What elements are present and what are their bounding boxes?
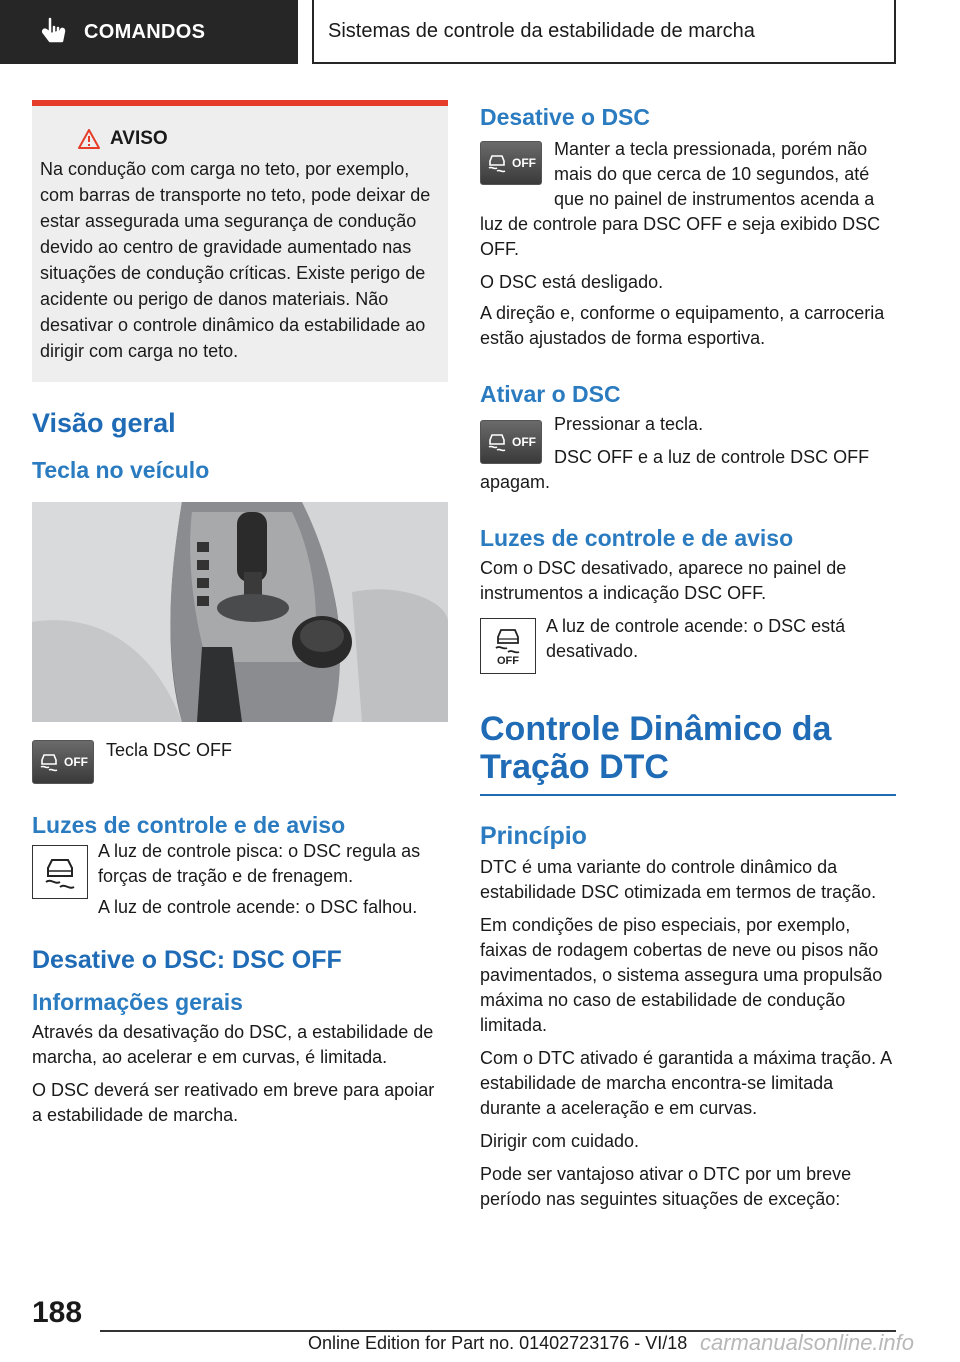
luzes-left-p1: A luz de controle pisca: o DSC regula as forças de tração e de frenagem. (98, 841, 421, 886)
car-skid-icon (38, 751, 60, 773)
car-skid-lamp-icon (491, 625, 525, 655)
heading-tecla-no-veiculo: Tecla no veículo (32, 457, 210, 483)
warning-text: Na condução com carga no teto, por exemplo, com barras de transporte no teto, pode deixar de estar assegurada uma segurança de condução devido ao centro de gravidade aumentado nas situações de condução críticas. Existe perigo de acidente ou perigo de danos materiais. Não desativar o controle dinâmico da estabilidade ao dirigir com carga no teto. (40, 159, 431, 361)
tecla-caption: Tecla DSC OFF (106, 740, 233, 760)
page-number: 188 (32, 1296, 83, 1329)
heading-desative-o-dsc: Desative o DSC (480, 104, 651, 130)
desative-p2: O DSC está desligado. (480, 272, 664, 292)
car-skid-icon (486, 152, 508, 174)
footer-edition: Online Edition for Part no. 01402723176 - VI/18 (308, 1333, 688, 1353)
info-p2: O DSC deverá ser reativado em breve para apoiar a estabilidade de marcha. (32, 1080, 435, 1125)
warning-box (32, 100, 448, 382)
watermark: carmanualsonline.info (700, 1330, 915, 1355)
dtc-p1: DTC é uma variante do controle dinâmico da estabilidade DSC otimizada em termos de tração. (480, 857, 877, 902)
dsc-off-button-icon-2: OFF (480, 141, 542, 185)
info-p1: Através da desativação do DSC, a estabilidade de marcha, ao acelerar e em curvas, é limitada. (32, 1022, 434, 1067)
warning-label: AVISO (110, 128, 168, 149)
dtc-p2: Em condições de piso especiais, por exemplo, faixas de rodagem cobertas de neve ou pisos não pavimentados, o sistema assegura uma propulsão máxima no caso de estabilidade de condução limitada. (480, 915, 883, 1035)
ativar-p1: Pressionar a tecla. (554, 414, 704, 434)
car-skid-lamp-icon (40, 852, 80, 892)
desative-p1: Manter a tecla pressionada, porém não mais do que cerca de 10 segundos, até que no painel de instrumentos acenda a luz de controle para DSC OFF e seja exibido DSC OFF. (480, 139, 881, 259)
heading-ativar-o-dsc: Ativar o DSC (480, 381, 621, 407)
heading-visao-geral: Visão geral (32, 408, 176, 438)
heading-luzes-left: Luzes de controle e de aviso (32, 812, 346, 838)
dsc-off-lamp-icon: OFF (480, 618, 536, 674)
section-tab (0, 0, 298, 64)
console-illustration (32, 502, 448, 722)
dsc-off-button-icon: OFF (32, 740, 94, 784)
heading-luzes-right: Luzes de controle e de aviso (480, 525, 794, 551)
heading-principio: Princípio (480, 822, 587, 850)
heading-informacoes-gerais: Informações gerais (32, 989, 243, 1015)
warning-triangle-icon (78, 129, 100, 149)
luzes-right-p2: A luz de controle acende: o DSC está desativado. (546, 616, 846, 661)
heading-desative-dsc-off: Desative o DSC: DSC OFF (32, 946, 342, 974)
car-skid-icon (486, 431, 508, 453)
dsc-off-button-icon-3: OFF (480, 420, 542, 464)
ativar-p2: DSC OFF e a luz de controle DSC OFF apagam. (480, 447, 870, 492)
chapter-title: Sistemas de controle da estabilidade de marcha (312, 0, 896, 64)
desative-p3: A direção e, conforme o equipamento, a carroceria estão ajustados de forma esportiva. (480, 303, 885, 348)
dtc-p4: Dirigir com cuidado. (480, 1131, 640, 1151)
dsc-lamp-icon (32, 845, 88, 899)
heading-rule (480, 794, 896, 796)
luzes-right-p1: Com o DSC desativado, aparece no painel de instrumentos a indicação DSC OFF. (480, 558, 847, 603)
section-label: COMANDOS (84, 20, 206, 43)
right-column (480, 100, 896, 1212)
hand-icon (40, 17, 68, 47)
heading-dtc: Controle Dinâmico da Tração DTC (480, 710, 832, 786)
dtc-p5: Pode ser vantajoso ativar o DTC por um breve período nas seguintes situações de exceção: (480, 1164, 852, 1209)
vehicle-console-photo (32, 502, 448, 722)
dtc-p3: Com o DTC ativado é garantida a máxima tração. A estabilidade de marcha encontra-se limitada durante a aceleração e em curvas. (480, 1048, 892, 1118)
luzes-left-p2: A luz de controle acende: o DSC falhou. (98, 897, 418, 917)
left-column (32, 100, 448, 1128)
